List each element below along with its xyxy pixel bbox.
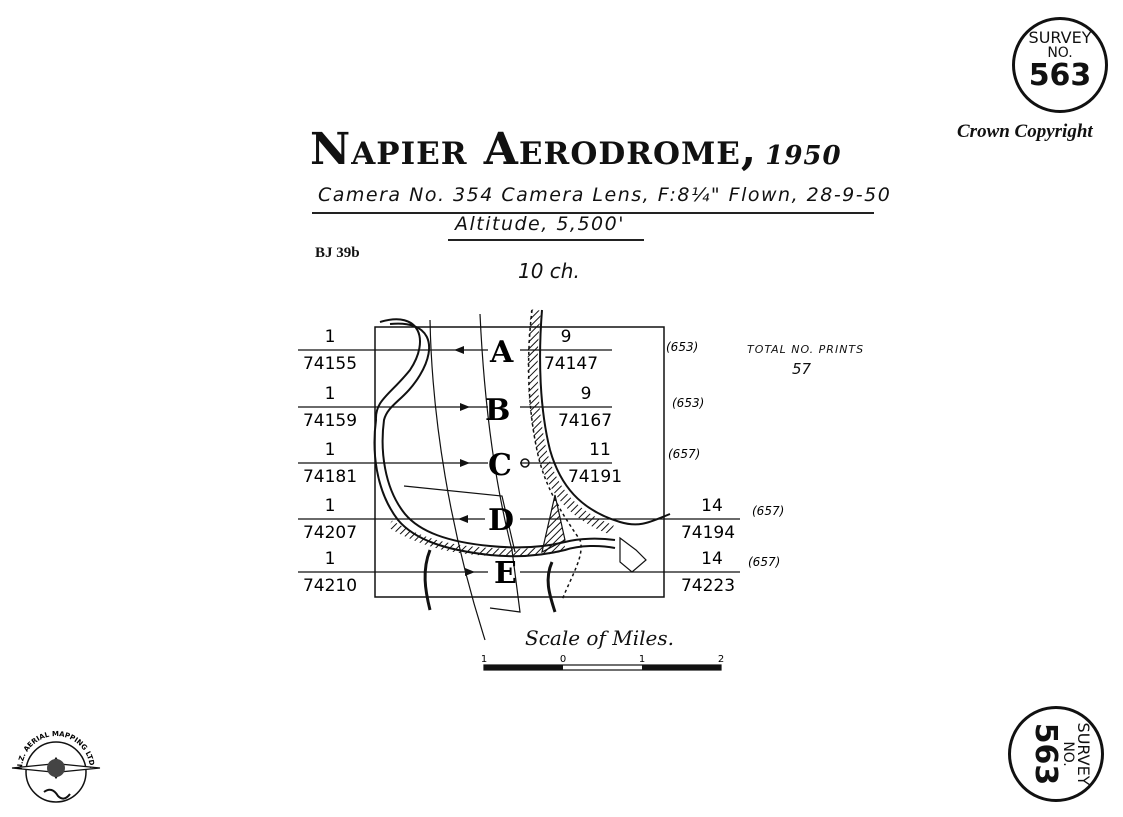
scale-bar-segment <box>642 665 721 670</box>
title-main: Napier Aerodrome <box>310 124 741 175</box>
strip-e-start-print: 1 <box>324 549 336 569</box>
building-outline <box>620 538 646 572</box>
strip-e-start-number: 74210 <box>302 576 358 596</box>
strip-d-end-number: 74194 <box>680 523 736 543</box>
strip-d-start-print: 1 <box>324 496 336 516</box>
map-title <box>310 124 842 175</box>
strip-e-ref: (657) <box>748 555 781 569</box>
stream-line <box>425 550 430 610</box>
logo-land-icon <box>44 790 70 799</box>
scale-tick-label: 2 <box>717 654 725 665</box>
stamp-number: 563 <box>1028 58 1092 93</box>
camera-line: Camera No. 354 Camera Lens, F:8¼" Flown, 28-9-50 <box>318 184 892 206</box>
scale-tick-label: 1 <box>480 654 488 665</box>
survey-stamp-top <box>1012 17 1108 113</box>
strip-e-end-print: 14 <box>701 549 723 569</box>
arrow-left-icon <box>458 515 468 523</box>
strip-c-end-print: 11 <box>589 440 611 460</box>
strip-c-start-print: 1 <box>324 440 336 460</box>
strip-b-start-number: 74159 <box>302 411 358 431</box>
strip-a-start-print: 1 <box>324 327 336 347</box>
strip-d-ref: (657) <box>752 504 785 518</box>
stamp-survey-label: SURVEY <box>1074 722 1093 786</box>
left-print-labels <box>303 327 357 596</box>
title-separator: , <box>740 124 758 175</box>
strip-d-end-print: 14 <box>701 496 723 516</box>
strip-a-end-print: 9 <box>560 327 572 347</box>
scale-bar <box>478 650 728 674</box>
stamp-number: 563 <box>1028 722 1063 786</box>
strip-c-end-number: 74191 <box>567 467 623 487</box>
logo-camera-icon <box>47 759 65 777</box>
strip-b-start-print: 1 <box>324 384 336 404</box>
arrow-left-icon <box>454 346 464 354</box>
stream-line <box>548 562 555 612</box>
strip-letter-b: B <box>485 393 511 428</box>
title-year: 1950 <box>765 141 842 171</box>
stamp-survey-label: SURVEY <box>1028 28 1092 47</box>
scale-label: Scale of Miles. <box>525 626 674 650</box>
strip-a-ref: (653) <box>666 340 699 354</box>
strip-letter-c: C <box>488 448 512 483</box>
right-print-labels <box>544 327 735 596</box>
scale-tick-label: 1 <box>638 654 646 665</box>
road-line <box>430 320 485 640</box>
total-prints-value: 57 <box>792 360 812 378</box>
strip-letter-a: A <box>490 335 514 370</box>
strip-c-ref: (657) <box>668 447 701 461</box>
scale-bar-segment <box>484 665 563 670</box>
arrow-right-icon <box>460 403 470 411</box>
reference-code: BJ 39b <box>315 245 360 261</box>
total-prints-label: TOTAL NO. PRINTS <box>747 343 865 356</box>
strip-b-end-number: 74167 <box>557 411 613 431</box>
aerial-mapping-logo <box>8 718 104 810</box>
scale-chains: 10 ch. <box>518 259 580 283</box>
strip-a-start-number: 74155 <box>302 354 358 374</box>
arrow-right-icon <box>465 568 475 576</box>
altitude-underline <box>448 239 644 241</box>
strip-a-end-number: 74147 <box>543 354 599 374</box>
stamp-no-label: NO. <box>1047 45 1073 61</box>
strip-d-start-number: 74207 <box>302 523 358 543</box>
strip-e-end-number: 74223 <box>680 576 736 596</box>
strip-letter-d: D <box>488 503 515 538</box>
flight-lines <box>298 350 740 572</box>
strip-b-end-print: 9 <box>580 384 592 404</box>
logo-text: N.Z. AERIAL MAPPING LTD. <box>15 729 96 771</box>
altitude-line: Altitude, 5,500' <box>455 213 625 235</box>
strip-c-start-number: 74181 <box>302 467 358 487</box>
scale-tick-label: 0 <box>559 654 567 665</box>
survey-stamp-bottom <box>1008 706 1104 802</box>
strip-b-ref: (653) <box>672 396 705 410</box>
arrow-right-icon <box>460 459 470 467</box>
crown-copyright: Crown Copyright <box>957 121 1093 142</box>
strip-letter-e: E <box>494 556 517 591</box>
stamp-no-label: NO. <box>1060 741 1076 767</box>
